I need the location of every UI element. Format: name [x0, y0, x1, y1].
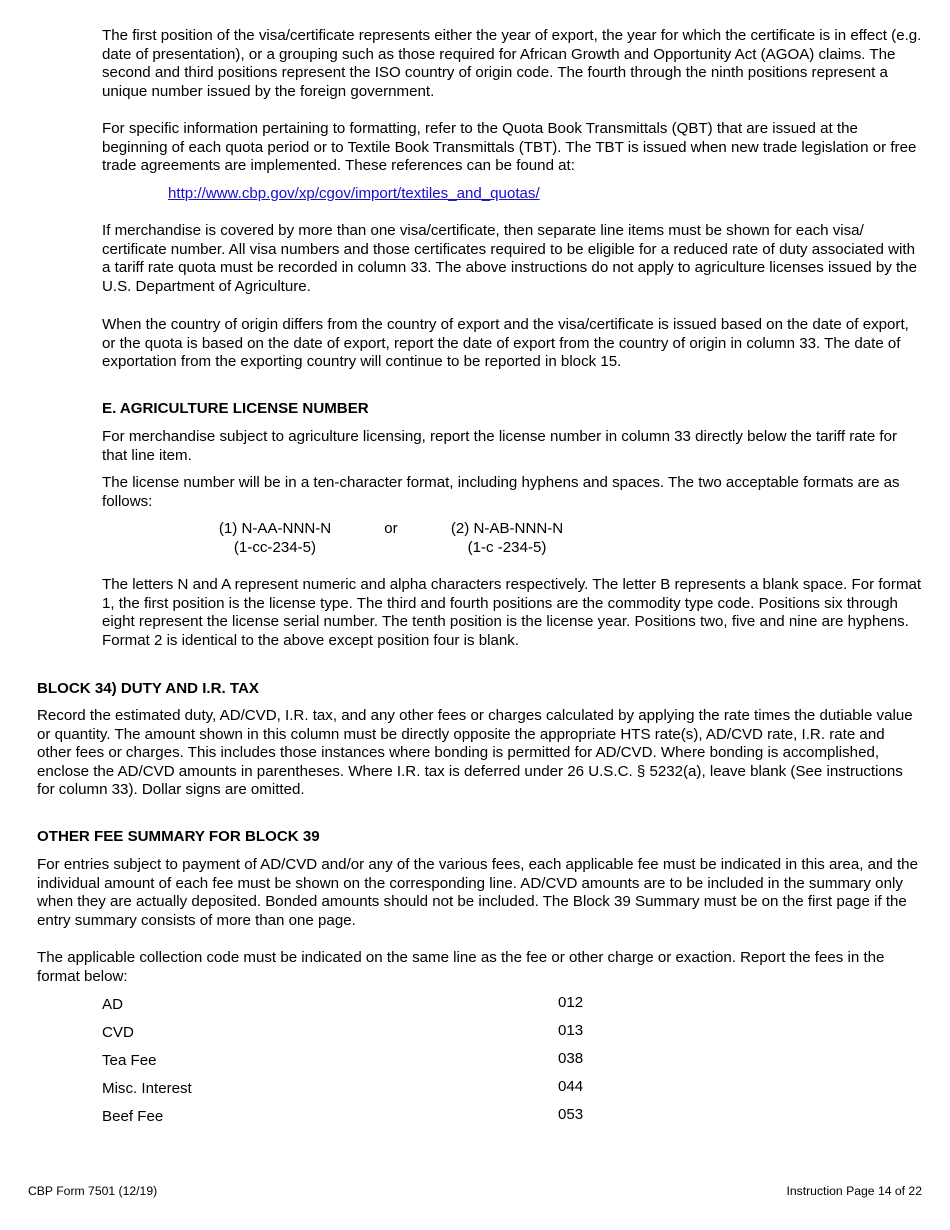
block34-paragraph: Record the estimated duty, AD/CVD, I.R. tax, and any other fees or charges calculated by applying the rate times the dutiable value or quantity. The amount shown in this column must be directly opposite the appropriate HTS rate(s), AD/CVD rate, I.R. rate and other fees or charges. This includes those instances where bonding is permitted for AD/CVD. Where bonding is accomplished, enclose the AD/CVD amounts in parentheses. Where I.R. tax is deferred under 26 U.S.C. § 5232(a), leave blank (See instructions for column 33). Dollar signs are omitted.	[37, 707, 913, 799]
license-format-1-example: (1-cc-234-5)	[233, 538, 317, 556]
other-fee-heading: OTHER FEE SUMMARY FOR BLOCK 39	[37, 828, 320, 845]
fee-name: Misc. Interest	[102, 1080, 192, 1097]
license-format-paragraph: The license number will be in a ten-character format, including hyphens and spaces. The two acceptable formats are as follows:	[102, 474, 900, 510]
license-format-or: or	[384, 520, 398, 537]
fee-name: Beef Fee	[102, 1108, 164, 1125]
fee-code: 013	[558, 1022, 584, 1039]
license-format-2	[437, 520, 577, 557]
collection-code-paragraph: The applicable collection code must be indicated on the same line as the fee or other charge or exaction. Report the fees in the format below:	[37, 949, 885, 985]
license-format-1	[205, 520, 345, 557]
fee-name: Tea Fee	[102, 1052, 157, 1069]
visa-format-paragraph: The first position of the visa/certificate represents either the year of export, the year for which the certificate is in effect (e.g. date of presentation), or a grouping such as those required for African Growth and Opportunity Act (AGOA) claims. The second and third positions represent the ISO country of origin code. The fourth through the ninth positions represent a unique number issued by the foreign government.	[102, 27, 922, 100]
license-format-1-pattern: (1) N-AA-NNN-N	[218, 520, 332, 537]
license-characters-paragraph: The letters N and A represent numeric and alpha characters respectively. The letter B represents a blank space. For format 1, the first position is the license type. The third and fourth positions are the commodity type code. Positions six through eight represent the license serial number. The tenth position is the license year. Positions two, five and nine are hyphens. Format 2 is identical to the above except position four is blank.	[102, 576, 922, 649]
fee-code: 044	[558, 1078, 584, 1095]
footer-form-number: CBP Form 7501 (12/19)	[28, 1184, 158, 1198]
fee-code: 012	[558, 994, 584, 1011]
block34-heading: BLOCK 34) DUTY AND I.R. TAX	[37, 680, 259, 697]
fee-name: AD	[102, 996, 123, 1013]
country-of-origin-paragraph: When the country of origin differs from the country of export and the visa/certificate is issued based on the date of export, or the quota is based on the date of export, report the date of export from the country of origin in column 33. The date of exportation from the exporting country will continue to be reported in block 15.	[102, 316, 909, 371]
multiple-visa-paragraph: If merchandise is covered by more than one visa/certificate, then separate line items must be shown for each visa/ certificate number. All visa numbers and those certificates required to be eligible for a reduced rate of duty associated with a tariff rate quota must be recorded in column 33. The above instructions do not apply to agriculture licenses issued by the U.S. Department of Agriculture.	[102, 222, 917, 295]
fee-name: CVD	[102, 1024, 134, 1041]
agriculture-license-heading: E. AGRICULTURE LICENSE NUMBER	[102, 400, 369, 417]
agriculture-license-paragraph: For merchandise subject to agriculture licensing, report the license number in column 33 directly below the tariff rate for that line item.	[102, 428, 898, 464]
textiles-quotas-link[interactable]: http://www.cbp.gov/xp/cgov/import/textiles_and_quotas/	[168, 185, 540, 202]
footer-page-number: Instruction Page 14 of 22	[786, 1184, 922, 1198]
license-format-2-example: (1-c -234-5)	[467, 538, 547, 556]
fee-code: 038	[558, 1050, 584, 1067]
license-format-2-pattern: (2) N-AB-NNN-N	[450, 520, 564, 537]
fee-code: 053	[558, 1106, 584, 1123]
qbt-reference-paragraph: For specific information pertaining to formatting, refer to the Quota Book Transmittals (QBT) that are issued at the beginning of each quota period or to Textile Book Transmittals (TBT). The TBT is issued when new trade legislation or free trade agreements are implemented. These references can be found at:	[102, 120, 917, 175]
other-fee-paragraph: For entries subject to payment of AD/CVD and/or any of the various fees, each applicable fee must be indicated in this area, and the individual amount of each fee must be shown on the corresponding line. AD/CVD amounts are to be included in the summary only when they are actually deposited. Bonded amounts should not be included. The Block 39 Summary must be on the first page if the entry summary consists of more than one page.	[37, 856, 918, 929]
